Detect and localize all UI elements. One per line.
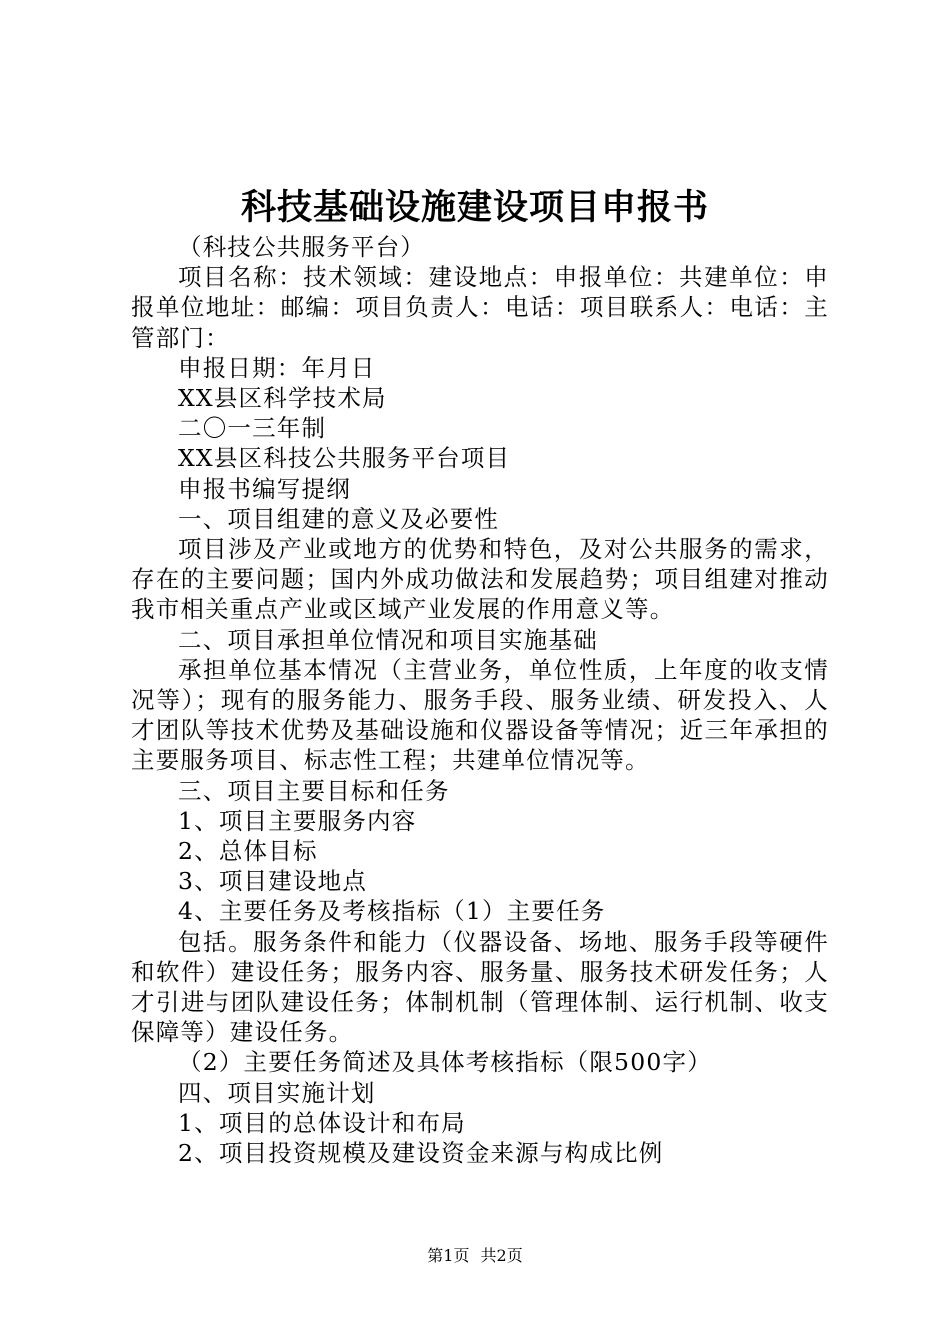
paragraph-outline-heading: 申报书编写提纲 [178,474,351,503]
section-heading-1: 一、项目组建的意义及必要性 [178,504,500,533]
section-heading-2: 二、项目承担单位情况和项目实施基础 [178,625,598,654]
paragraph-project-fields: 项目名称：技术领域：建设地点：申报单位：共建单位：申报单位地址：邮编：项目负责人：电话：项目联系人：电话：主管部门： [131,263,829,352]
page-footer [0,1245,950,1267]
paragraph-apply-date: 申报日期：年月日 [178,353,376,382]
list-item: 2、项目投资规模及建设资金来源与构成比例 [178,1139,664,1168]
paragraph-subtitle: （科技公共服务平台） [178,233,425,261]
paragraph-section-2-body: 承担单位基本情况（主营业务，单位性质，上年度的收支情况等）；现有的服务能力、服务手段、服务业绩、研发投入、人才团队等技术优势及基础设施和仪器设备等情况；近三年承担的主要服务项目、标志性工程；共建单位情况等。 [131,655,829,775]
list-item: 2、总体目标 [178,837,318,866]
list-item: 1、项目的总体设计和布局 [178,1108,466,1137]
document-title: 科技基础设施建设项目申报书 [240,187,709,228]
section-heading-4: 四、项目实施计划 [178,1078,376,1107]
paragraph-platform-project: XX县区科技公共服务平台项目 [178,444,511,473]
list-item: 1、项目主要服务内容 [178,806,417,835]
paragraph-section-1-body: 项目涉及产业或地方的优势和特色，及对公共服务的需求，存在的主要问题；国内外成功做法和发展趋势；项目组建对推动我市相关重点产业或区域产业发展的作用意义等。 [131,535,829,624]
section-heading-3: 三、项目主要目标和任务 [178,776,450,805]
paragraph-year: 二〇一三年制 [178,414,327,443]
list-item: 3、项目建设地点 [178,867,368,896]
document-body [131,232,829,1168]
list-item: （2）主要任务简述及具体考核指标（限500字） [178,1048,712,1077]
page-number: 第1页 [427,1246,470,1265]
page-total: 共2页 [480,1246,523,1265]
list-item: 4、主要任务及考核指标（1）主要任务 [178,897,606,926]
paragraph-issuer: XX县区科学技术局 [178,384,387,413]
paragraph-tasks-body: 包括。服务条件和能力（仪器设备、场地、服务手段等硬件和软件）建设任务；服务内容、服务量、服务技术研发任务；人才引进与团队建设任务；体制机制（管理体制、运行机制、收支保障等）建设任务。 [131,927,829,1047]
